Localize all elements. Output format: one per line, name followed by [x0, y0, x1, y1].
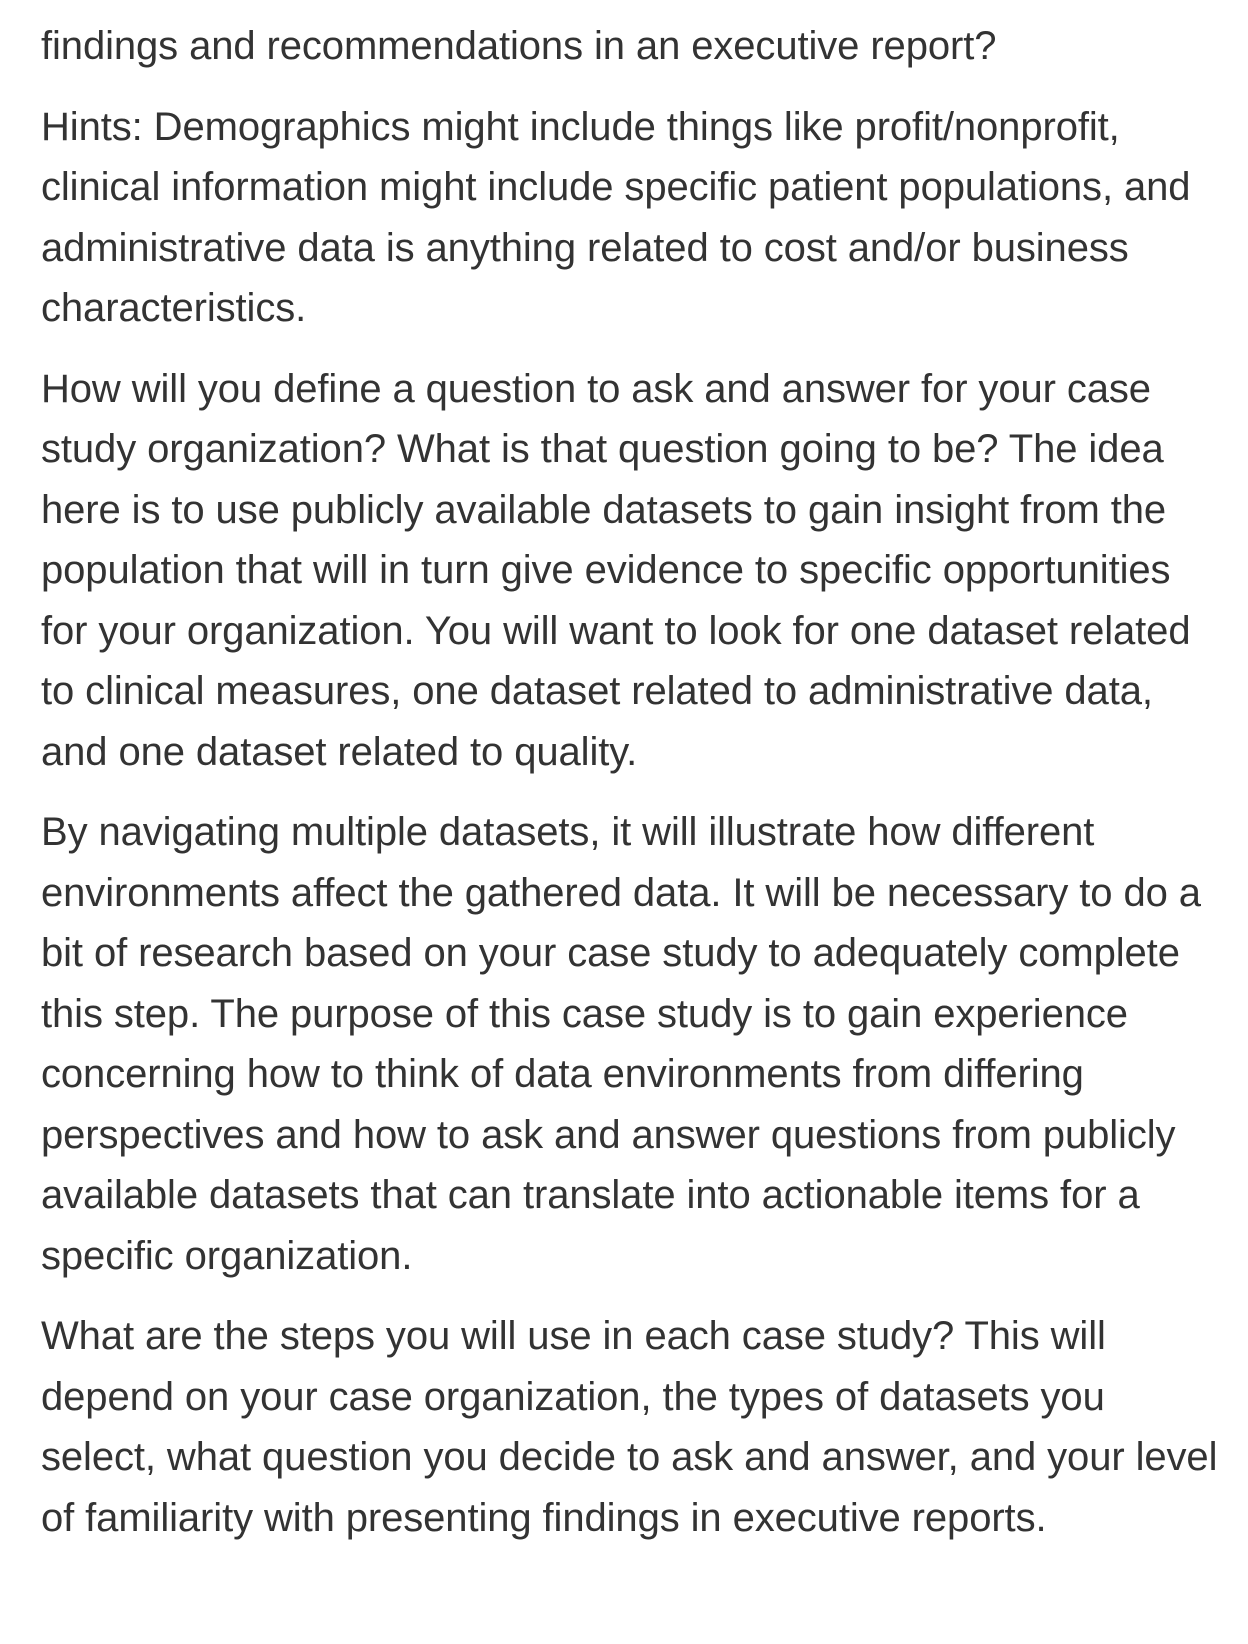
paragraph-steps: What are the steps you will use in each case study? This will depend on your case organization, the types of datasets you select, what question you decide to ask and answer, and your level of familiarity with presenting findings in executive reports. [41, 1314, 1218, 1540]
paragraph-hints: Hints: Demographics might include things like profit/nonprofit, clinical information might include specific patient populations, and administrative data is anything related to cost and/or business characteristics. [41, 104, 1191, 330]
paragraph-define-question: How will you define a question to ask and answer for your case study organization? What is that question going to be? The idea here is to use publicly available datasets to gain insight from the population that will in turn give evidence to specific opportunities for your organization. You will want to look for one dataset related to clinical measures, one dataset related to administrative data, and one dataset related to quality. [41, 366, 1191, 774]
paragraph-navigating-datasets: By navigating multiple datasets, it will illustrate how different environments affect the gathered data. It will be necessary to do a bit of research based on your case study to adequately complete this step. The purpose of this case study is to gain experience concerning how to think of data environments from differing perspectives and how to ask and answer questions from publicly available datasets that can translate into actionable items for a specific organization. [41, 810, 1201, 1278]
document-body [41, 16, 1226, 1548]
paragraph-intro-fragment: findings and recommendations in an executive report? [41, 24, 997, 68]
